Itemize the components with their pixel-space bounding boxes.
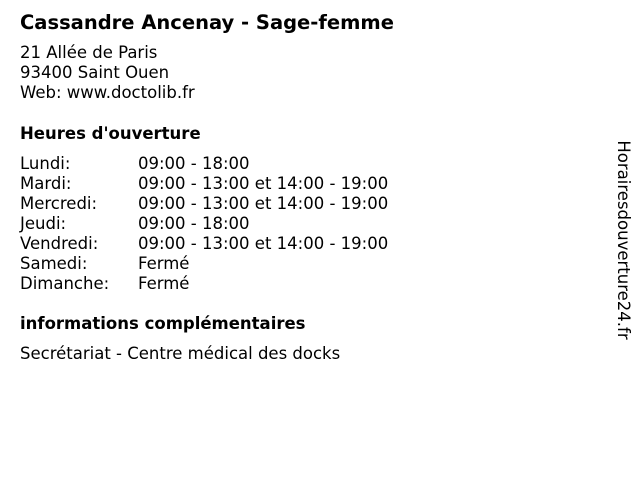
hours-time: 09:00 - 13:00 et 14:00 - 19:00 — [138, 234, 389, 253]
hours-time: 09:00 - 18:00 — [138, 214, 250, 233]
hours-time: 09:00 - 13:00 et 14:00 - 19:00 — [138, 174, 389, 193]
hours-heading: Heures d'ouverture — [20, 124, 201, 143]
address-web: Web: www.doctolib.fr — [20, 83, 195, 102]
address-block — [20, 43, 195, 103]
hours-day: Vendredi: — [20, 234, 99, 253]
info-heading: informations complémentaires — [20, 314, 306, 333]
hours-row-friday — [20, 234, 388, 254]
hours-time: Fermé — [138, 274, 190, 293]
address-city: 93400 Saint Ouen — [20, 63, 170, 82]
hours-row-monday — [20, 154, 388, 174]
hours-time: 09:00 - 13:00 et 14:00 - 19:00 — [138, 194, 389, 213]
address-street: 21 Allée de Paris — [20, 43, 158, 62]
hours-day: Mardi: — [20, 174, 72, 193]
hours-time: 09:00 - 18:00 — [138, 154, 250, 173]
hours-day: Jeudi: — [20, 214, 67, 233]
hours-row-wednesday — [20, 194, 388, 214]
page-title: Cassandre Ancenay - Sage-femme — [20, 11, 394, 34]
watermark: Horairesdouverture24.fr — [614, 140, 633, 340]
hours-day: Mercredi: — [20, 194, 98, 213]
hours-day: Dimanche: — [20, 274, 110, 293]
hours-row-sunday — [20, 274, 388, 294]
hours-table — [20, 154, 388, 294]
hours-row-tuesday — [20, 174, 388, 194]
hours-row-saturday — [20, 254, 388, 274]
hours-day: Samedi: — [20, 254, 88, 273]
hours-row-thursday — [20, 214, 388, 234]
hours-time: Fermé — [138, 254, 190, 273]
hours-day: Lundi: — [20, 154, 71, 173]
info-text: Secrétariat - Centre médical des docks — [20, 344, 341, 363]
